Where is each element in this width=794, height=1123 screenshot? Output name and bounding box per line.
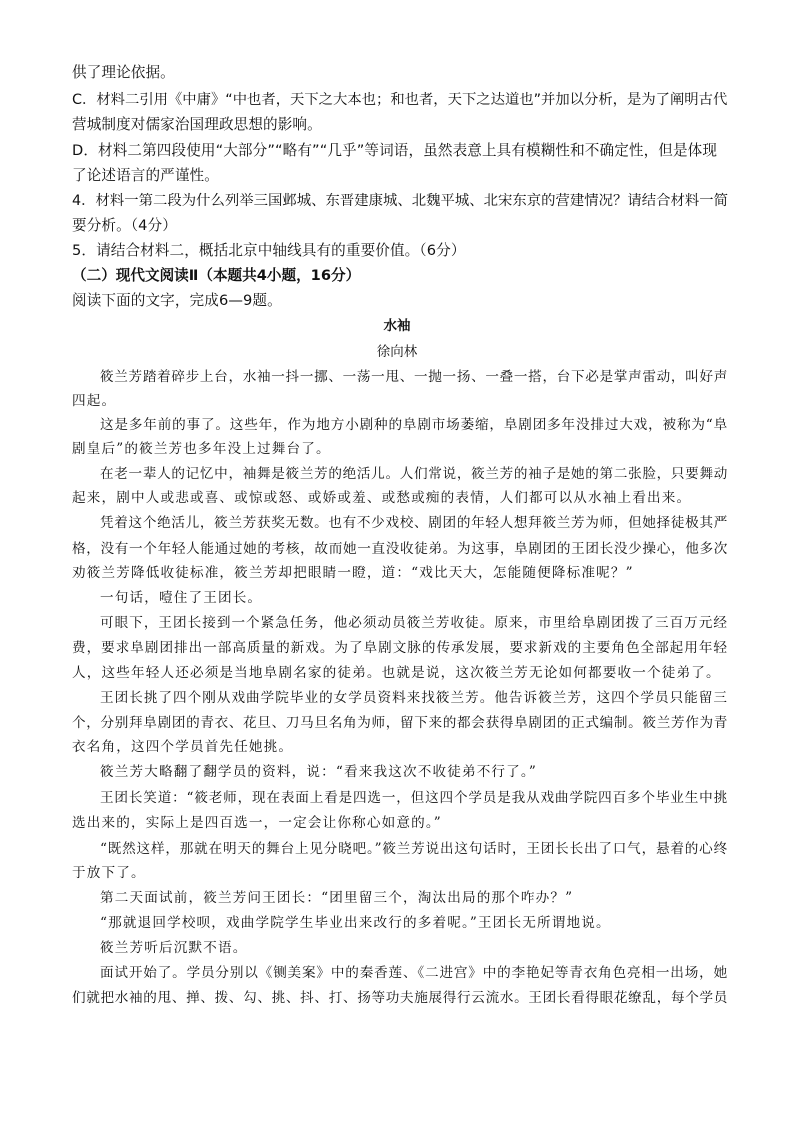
story-line: 劝筱兰芳降低收徒标准，筱兰芳却把眼睛一瞪，道：“戏比天大，怎能随便降标准呢？” bbox=[72, 565, 634, 581]
story-line: 四起。 bbox=[72, 393, 117, 409]
story-line: 个，分别拜阜剧团的青衣、花旦、刀马旦名角为师，留下来的都会获得阜剧团的正式编制。筱兰芳作为青 bbox=[72, 715, 728, 731]
story-line: 凭着这个绝活儿，筱兰芳获奖无数。也有不少戏校、剧团的年轻人想拜筱兰芳为师，但她择徒极其严 bbox=[100, 515, 728, 531]
story-line: “既然这样，那就在明天的舞台上见分晓吧。”筱兰芳说出这句话时，王团长长出了口气，悬着的心终 bbox=[100, 841, 728, 857]
story-line: 选出来的，实际上是四百选一，一定会让你称心如意的。” bbox=[72, 815, 442, 831]
story-line: 费，要求阜剧团排出一部高质量的新戏。为了阜剧文脉的传承发展，要求新戏的主要角色全部起用年轻 bbox=[72, 640, 728, 656]
story-line: 在老一辈人的记忆中，袖舞是筱兰芳的绝活儿。人们常说，筱兰芳的袖子是她的第二张脸，只要舞动 bbox=[100, 466, 728, 482]
story-line: 衣名角，这四个学员首先任她挑。 bbox=[72, 739, 294, 755]
story-line: 筱兰芳听后沉默不语。 bbox=[100, 940, 248, 956]
story-line: 于放下了。 bbox=[72, 865, 146, 881]
option-d-line-2: 了论述语言的严谨性。 bbox=[72, 167, 219, 184]
story-line: “那就退回学校呗，戏曲学院学生毕业出来改行的多着呢。”王团长无所谓地说。 bbox=[100, 915, 611, 931]
story-title: 水袖 bbox=[383, 318, 411, 334]
option-c-line-1: C．材料二引用《中庸》“中也者，天下之大本也；和也者，天下之达道也”并加以分析，是为了阐明古代 bbox=[72, 92, 728, 108]
story-line: 第二天面试前，筱兰芳问王团长：“团里留三个，淘汰出局的那个咋办？” bbox=[100, 890, 574, 906]
question-5: 5．请结合材料二，概括北京中轴线具有的重要价值。（6分） bbox=[72, 242, 466, 259]
story-line: 一句话，噎住了王团长。 bbox=[100, 590, 263, 606]
option-d-line-1: D．材料二第四段使用“大部分”“略有”“几乎”等词语，虽然表意上具有模糊性和不确定性，但是体现 bbox=[72, 142, 718, 159]
option-c-line-2: 营城制度对儒家治国理政思想的影响。 bbox=[72, 116, 322, 133]
story-line: 筱兰芳大略翻了翻学员的资料，说：“看来我这次不收徒弟不行了。” bbox=[100, 764, 537, 780]
story-line: 们就把水袖的甩、掸、拨、勾、挑、抖、打、扬等功夫施展得行云流水。王团长看得眼花缭乱，每个学员 bbox=[72, 990, 728, 1006]
story-line: 剧皇后”的筱兰芳也多年没上过舞台了。 bbox=[72, 441, 331, 457]
option-b-continuation: 供了理论依据。 bbox=[72, 64, 175, 81]
story-line: 起来，剧中人或悲或喜、或惊或怒、或娇或羞、或愁或痴的表情，人们都可以从水袖上看出来。 bbox=[72, 490, 692, 506]
story-author: 徐向林 bbox=[376, 344, 418, 360]
question-4-line-1: 4．材料一第二段为什么列举三国邺城、东晋建康城、北魏平城、北宋东京的营建情况？请结合材料一简 bbox=[72, 193, 729, 209]
story-line: 王团长笑道：“筱老师，现在表面上看是四选一，但这四个学员是我从戏曲学院四百多个毕业生中挑 bbox=[100, 790, 728, 806]
story-line: 筱兰芳踏着碎步上台，水袖一抖一挪、一荡一甩、一抛一扬、一叠一搭，台下必是掌声雷动，叫好声 bbox=[100, 369, 728, 385]
story-line: 可眼下，王团长接到一个紧急任务，他必须动员筱兰芳收徒。原来，市里给阜剧团拨了三百万元经 bbox=[100, 615, 728, 631]
section-instruction: 阅读下面的文字，完成6—9题。 bbox=[72, 292, 282, 309]
story-line: 王团长挑了四个刚从戏曲学院毕业的女学员资料来找筱兰芳。他告诉筱兰芳，这四个学员只能留三 bbox=[100, 690, 728, 706]
story-line: 这是多年前的事了。这些年，作为地方小剧种的阜剧市场萎缩，阜剧团多年没排过大戏，被称为“阜 bbox=[100, 417, 728, 433]
question-4-line-2: 要分析。（4分） bbox=[72, 217, 177, 234]
story-line: 人，这些年轻人还必须是当地阜剧名家的徒弟。也就是说，这次筱兰芳无论如何都要收一个徒弟了。 bbox=[72, 665, 721, 681]
section-heading: （二）现代文阅读Ⅱ（本题共4小题，16分） bbox=[72, 267, 361, 284]
story-line: 格，没有一个年轻人能通过她的考核，故而她一直没收徒弟。为这事，阜剧团的王团长没少操心，他多次 bbox=[72, 541, 728, 557]
story-line: 面试开始了。学员分别以《铡美案》中的秦香莲、《二进宫》中的李艳妃等青衣角色亮相一出场，她 bbox=[100, 965, 728, 981]
